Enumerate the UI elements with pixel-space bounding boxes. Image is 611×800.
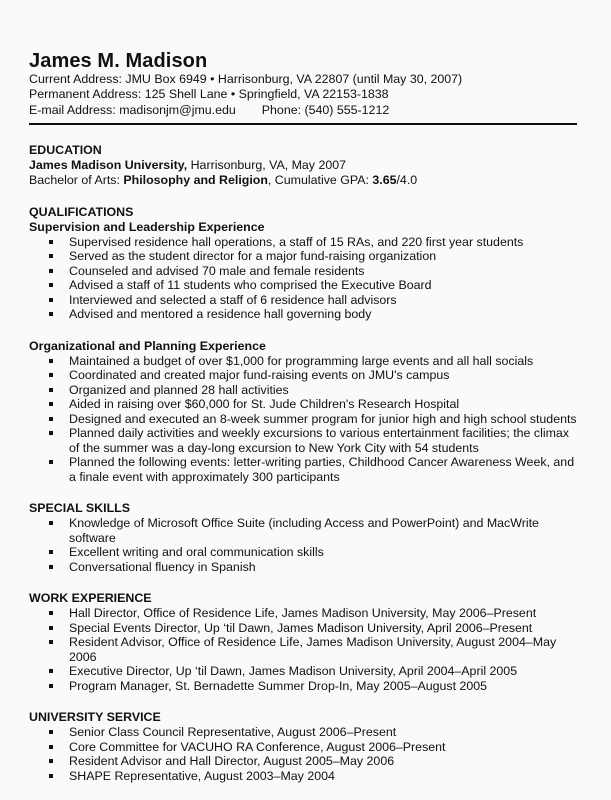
bullet-list [29, 516, 577, 574]
square-bullet-icon [49, 611, 53, 615]
square-bullet-icon [49, 254, 53, 258]
list-item [29, 264, 577, 279]
list-item-text: Excellent writing and oral communication skills [69, 545, 324, 560]
list-item-text: Aided in raising over $60,000 for St. Jude Children's Research Hospital [69, 397, 460, 412]
work-experience-section [29, 591, 577, 693]
qualification-group-organizational [29, 339, 577, 485]
section-title: WORK EXPERIENCE [29, 591, 152, 606]
list-item [29, 621, 577, 636]
list-item [29, 455, 577, 484]
square-bullet-icon [49, 774, 53, 778]
square-bullet-icon [49, 640, 53, 644]
qualification-group-supervision [29, 220, 577, 322]
list-item [29, 293, 577, 308]
list-item-text: SHAPE Representative, August 2003–May 2004 [69, 768, 335, 783]
section-title: EDUCATION [29, 142, 102, 157]
list-item [29, 397, 577, 412]
list-item [29, 635, 577, 664]
list-item [29, 516, 577, 545]
gpa-value: 3.65 [372, 172, 397, 187]
permanent-address: Permanent Address: 125 Shell Lane • Springfield, VA 22153-1838 [29, 87, 389, 102]
square-bullet-icon [49, 669, 53, 673]
email-address: E-mail Address: madisonjm@jmu.edu [29, 102, 236, 117]
qualifications-section [29, 205, 577, 485]
square-bullet-icon [49, 521, 53, 525]
list-item [29, 606, 577, 621]
square-bullet-icon [49, 417, 53, 421]
degree-line [29, 173, 577, 188]
list-item-text: Maintained a budget of over $1,000 for programming large events and all hall socials [69, 353, 534, 368]
bullet-list [29, 235, 577, 322]
list-item [29, 426, 577, 455]
list-item-text: Special Events Director, Up ‘til Dawn, James Madison University, April 2006–Present [69, 620, 533, 635]
school-location-date: Harrisonburg, VA, May 2007 [187, 157, 347, 172]
list-item [29, 307, 577, 322]
square-bullet-icon [49, 388, 53, 392]
gpa-scale: /4.0 [396, 172, 418, 187]
major: Philosophy and Religion [123, 172, 268, 187]
list-item-text: Program Manager, St. Bernadette Summer Drop-In, May 2005–August 2005 [69, 678, 488, 693]
square-bullet-icon [49, 298, 53, 302]
education-section [29, 143, 577, 188]
list-item [29, 412, 577, 427]
list-item-text: Core Committee for VACUHO RA Conference, August 2006–Present [69, 739, 446, 754]
square-bullet-icon [49, 460, 53, 464]
candidate-name: James M. Madison [29, 50, 208, 72]
school-line [29, 158, 577, 173]
section-title: SPECIAL SKILLS [29, 501, 130, 516]
square-bullet-icon [49, 240, 53, 244]
list-item-text: Designed and executed an 8-week summer program for junior high and high school students [69, 411, 577, 426]
special-skills-section [29, 501, 577, 574]
phone-number: Phone: (540) 555-1212 [261, 102, 390, 117]
list-item-text: Resident Advisor, Office of Residence Life, James Madison University, August 2004–May 2006 [69, 635, 557, 664]
degree-prefix: Bachelor of Arts: [29, 172, 124, 187]
current-address: Current Address: JMU Box 6949 • Harrisonburg, VA 22807 (until May 30, 2007) [29, 72, 463, 86]
square-bullet-icon [49, 359, 53, 363]
list-item-text: Advised a staff of 11 students who comprised the Executive Board [69, 278, 432, 293]
bullet-list [29, 725, 577, 783]
bullet-list [29, 354, 577, 485]
square-bullet-icon [49, 269, 53, 273]
square-bullet-icon [49, 402, 53, 406]
square-bullet-icon [49, 626, 53, 630]
resume-header [29, 50, 577, 125]
list-item-text: Interviewed and selected a staff of 6 residence hall advisors [69, 292, 397, 307]
square-bullet-icon [49, 565, 53, 569]
list-item [29, 383, 577, 398]
list-item-text: Advised and mentored a residence hall governing body [69, 307, 372, 322]
list-item [29, 664, 577, 679]
square-bullet-icon [49, 283, 53, 287]
list-item-text: Served as the student director for a major fund-raising organization [69, 249, 437, 264]
list-item-text: Counseled and advised 70 male and female residents [69, 263, 365, 278]
square-bullet-icon [49, 684, 53, 688]
list-item-text: Coordinated and created major fund-raising events on JMU's campus [69, 368, 450, 383]
square-bullet-icon [49, 373, 53, 377]
section-title: QUALIFICATIONS [29, 204, 134, 219]
list-item [29, 354, 577, 369]
list-item [29, 545, 577, 560]
section-title: UNIVERSITY SERVICE [29, 710, 161, 725]
list-item [29, 725, 577, 740]
list-item-text: Organized and planned 28 hall activities [69, 382, 289, 397]
email-phone-line [29, 103, 577, 118]
list-item [29, 740, 577, 755]
list-item-text: Knowledge of Microsoft Office Suite (including Access and PowerPoint) and MacWrite software [69, 516, 539, 545]
list-item-text: Hall Director, Office of Residence Life, James Madison University, May 2006–Present [69, 606, 537, 621]
list-item [29, 560, 577, 575]
square-bullet-icon [49, 730, 53, 734]
school-name: James Madison University, [29, 157, 188, 172]
list-item-text: Senior Class Council Representative, August 2006–Present [69, 725, 397, 740]
list-item-text: Supervised residence hall operations, a staff of 15 RAs, and 220 first year students [69, 234, 524, 249]
square-bullet-icon [49, 550, 53, 554]
list-item [29, 368, 577, 383]
university-service-section [29, 710, 577, 783]
list-item-text: Resident Advisor and Hall Director, August 2005–May 2006 [69, 754, 395, 769]
list-item-text: Conversational fluency in Spanish [69, 559, 256, 574]
list-item [29, 679, 577, 694]
list-item [29, 235, 577, 250]
square-bullet-icon [49, 745, 53, 749]
resume-page [29, 50, 577, 800]
gpa-prefix: , Cumulative GPA: [267, 172, 373, 187]
square-bullet-icon [49, 312, 53, 316]
list-item-text: Planned daily activities and weekly excursions to various entertainment facilities; the climax of the summer was a day-long excursion to New York City with 54 students [69, 426, 569, 455]
list-item-text: Executive Director, Up ‘til Dawn, James Madison University, April 2004–April 2005 [69, 664, 518, 679]
square-bullet-icon [49, 759, 53, 763]
bullet-list [29, 606, 577, 693]
list-item [29, 249, 577, 264]
header-divider [29, 123, 577, 125]
list-item [29, 769, 577, 784]
list-item-text: Planned the following events: letter-writing parties, Childhood Cancer Awareness Week, and a finale event with approximately 300 participants [69, 455, 575, 484]
subsection-title: Supervision and Leadership Experience [29, 219, 265, 234]
square-bullet-icon [49, 431, 53, 435]
list-item [29, 278, 577, 293]
subsection-title: Organizational and Planning Experience [29, 338, 266, 353]
